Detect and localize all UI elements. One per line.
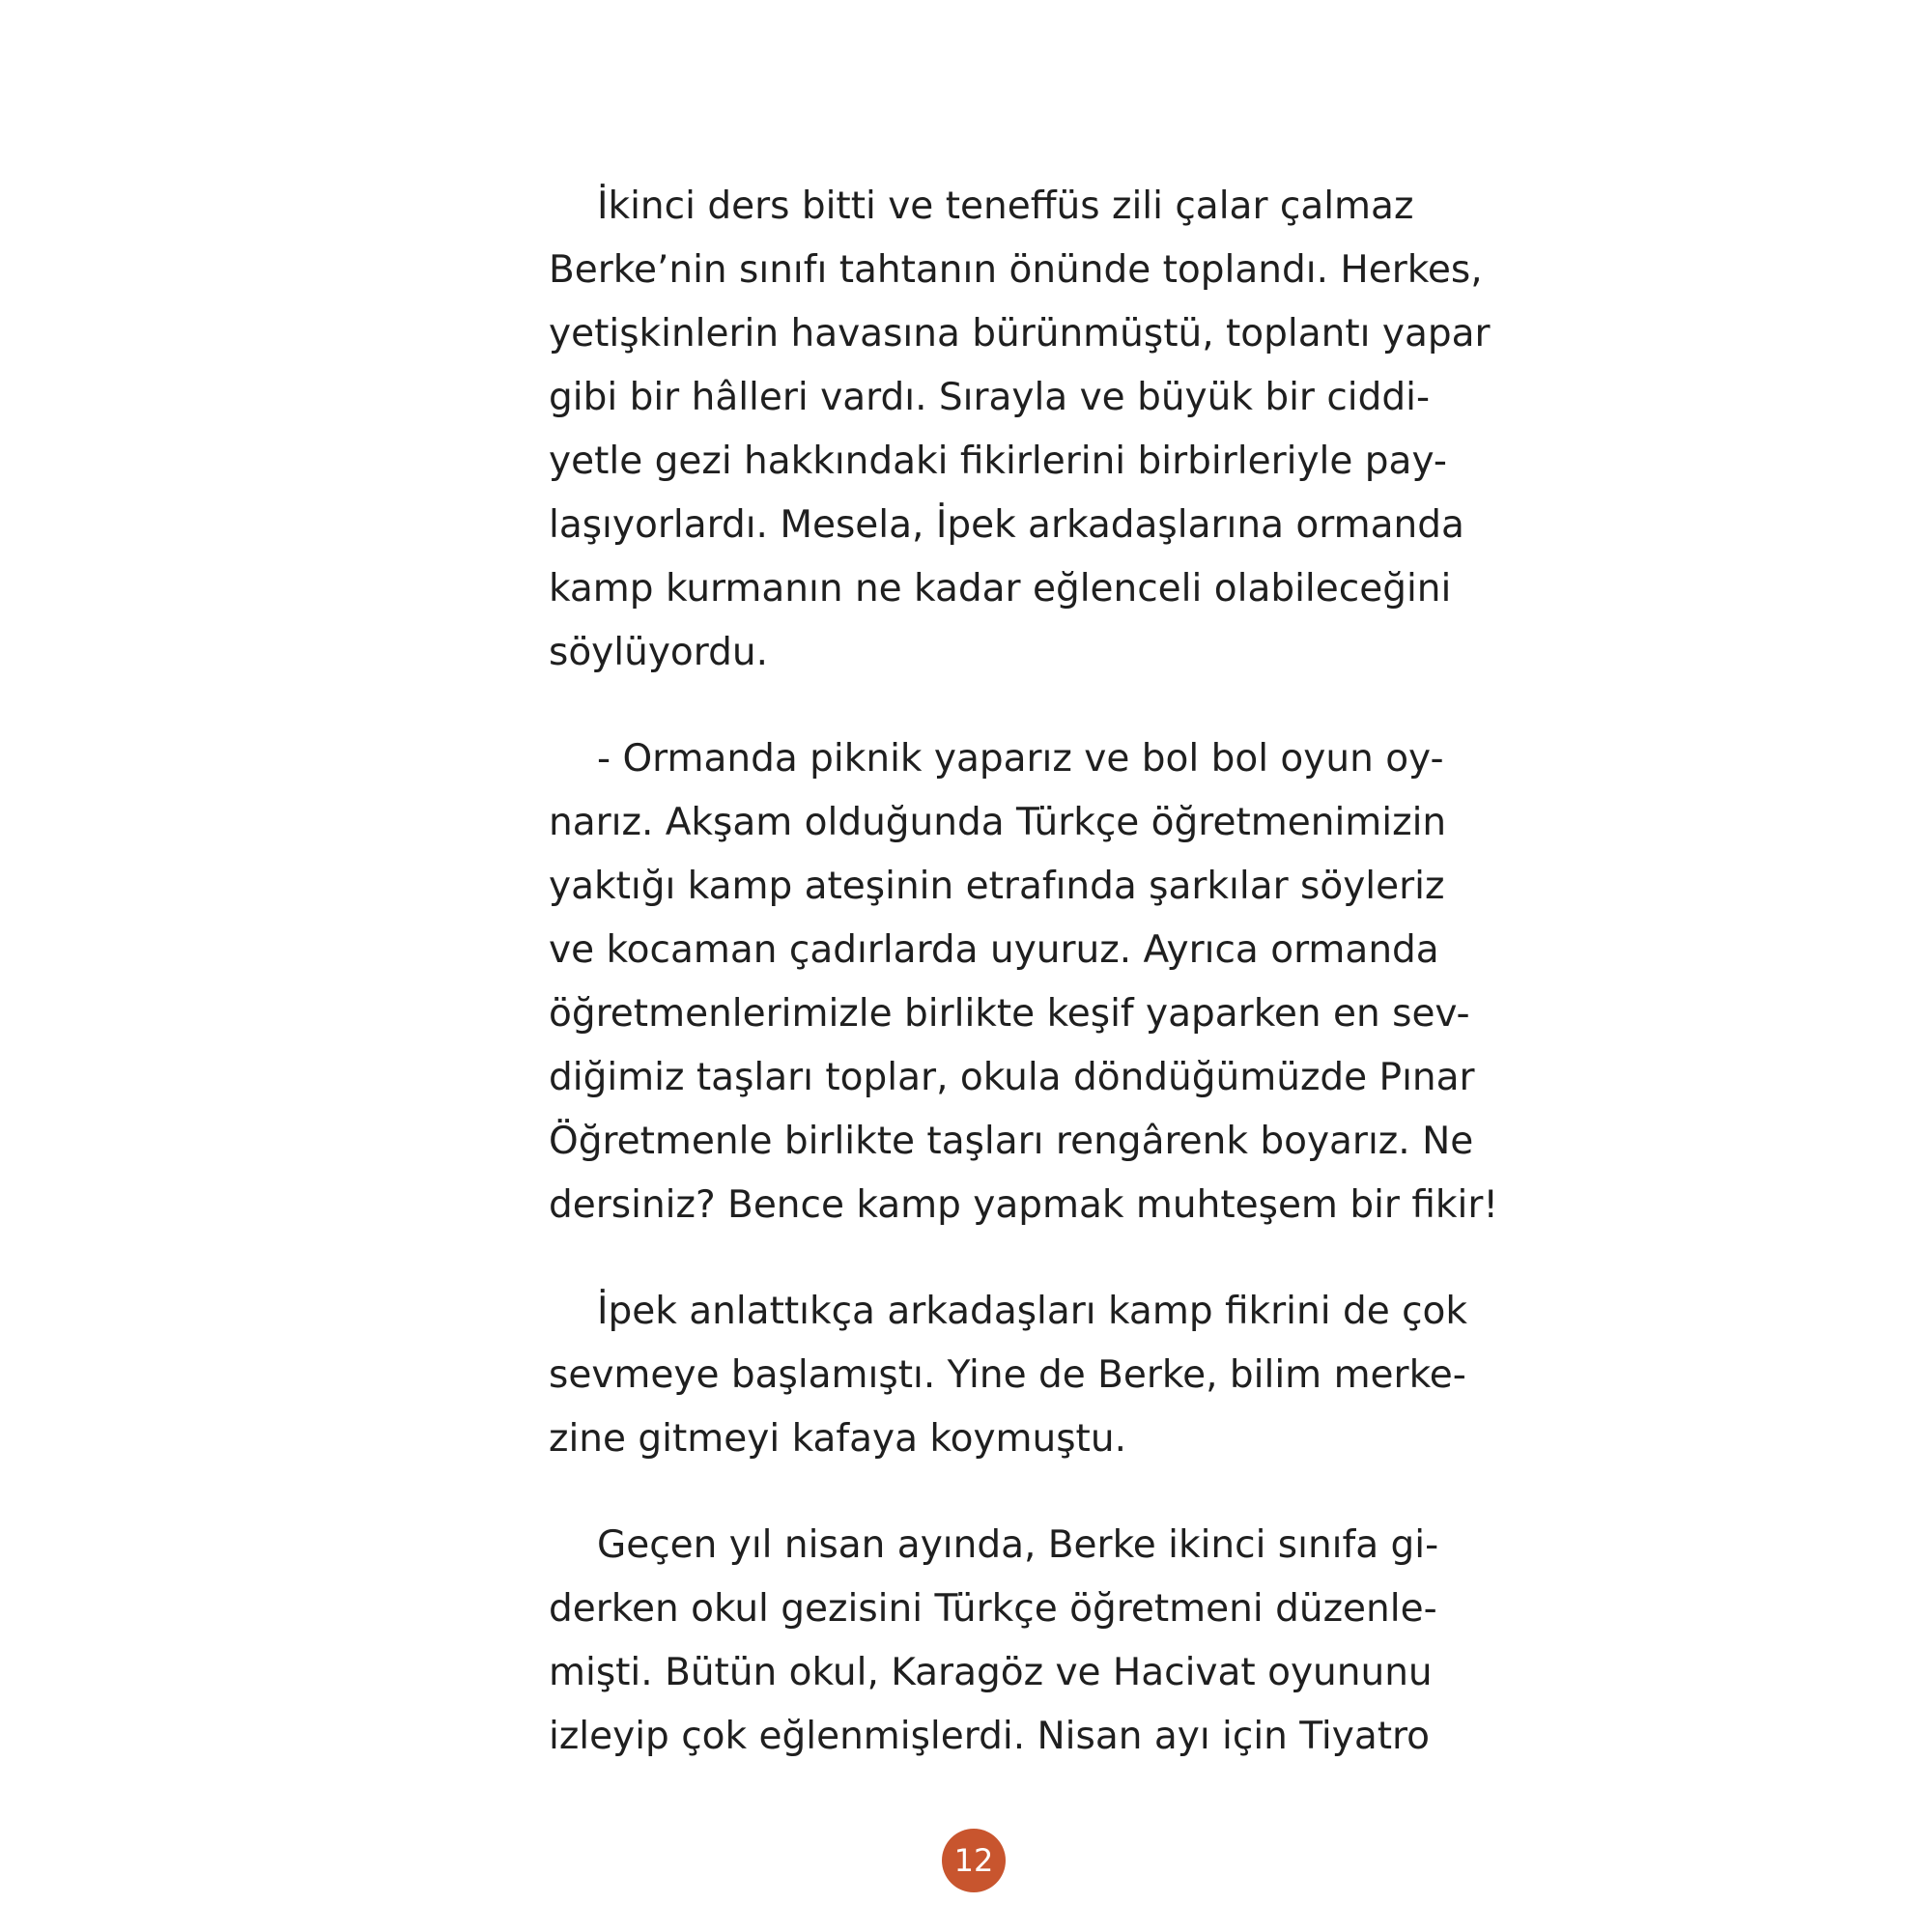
text-line: İkinci ders bitti ve teneffüs zili çalar çalmaz: [597, 185, 1414, 228]
text-line: kamp kurmanın ne kadar eğlenceli olabileceğini: [549, 567, 1452, 611]
text-line: diğimiz taşları toplar, okula döndüğümüzde Pınar: [549, 1056, 1475, 1099]
text-line: derken okul gezisini Türkçe öğretmeni düzenle-: [549, 1587, 1437, 1631]
text-line: Geçen yıl nisan ayında, Berke ikinci sınıfa gi-: [597, 1523, 1439, 1567]
text-line: - Ormanda piknik yaparız ve bol bol oyun oy-: [597, 737, 1444, 781]
text-line: yaktığı kamp ateşinin etrafında şarkılar söyleriz: [549, 865, 1445, 908]
paragraph-1: [549, 175, 1491, 685]
paragraph-2: [549, 727, 1498, 1237]
text-line: söylüyordu.: [549, 631, 768, 674]
body-text: [549, 175, 1498, 1811]
text-line: sevmeye başlamıştı. Yine de Berke, bilim merke-: [549, 1353, 1466, 1397]
text-line: öğretmenlerimizle birlikte keşif yaparken en sev-: [549, 992, 1470, 1036]
paragraph-3: [549, 1280, 1467, 1471]
text-line: Öğretmenle birlikte taşları rengârenk boyarız. Ne: [549, 1120, 1474, 1163]
text-line: dersiniz? Bence kamp yapmak muhteşem bir fikir!: [549, 1183, 1498, 1227]
text-line: narız. Akşam olduğunda Türkçe öğretmenimizin: [549, 801, 1447, 844]
text-line: ve kocaman çadırlarda uyuruz. Ayrıca ormanda: [549, 928, 1439, 972]
text-line: izleyip çok eğlenmişlerdi. Nisan ayı için Tiyatro: [549, 1715, 1431, 1758]
text-line: İpek anlattıkça arkadaşları kamp fikrini de çok: [597, 1290, 1467, 1333]
page-number-badge: 12: [942, 1829, 1006, 1892]
text-line: zine gitmeyi kafaya koymuştu.: [549, 1417, 1126, 1461]
text-line: laşıyorlardı. Mesela, İpek arkadaşlarına ormanda: [549, 503, 1464, 547]
text-line: yetişkinlerin havasına bürünmüştü, toplantı yapar: [549, 312, 1491, 355]
text-line: mişti. Bütün okul, Karagöz ve Hacivat oyununu: [549, 1651, 1433, 1694]
paragraph-4: [549, 1514, 1439, 1769]
text-line: yetle gezi hakkındaki fikirlerini birbirleriyle pay-: [549, 440, 1447, 483]
text-line: Berke’nin sınıfı tahtanın önünde toplandı. Herkes,: [549, 248, 1483, 292]
text-line: gibi bir hâlleri vardı. Sırayla ve büyük bir ciddi-: [549, 376, 1431, 419]
